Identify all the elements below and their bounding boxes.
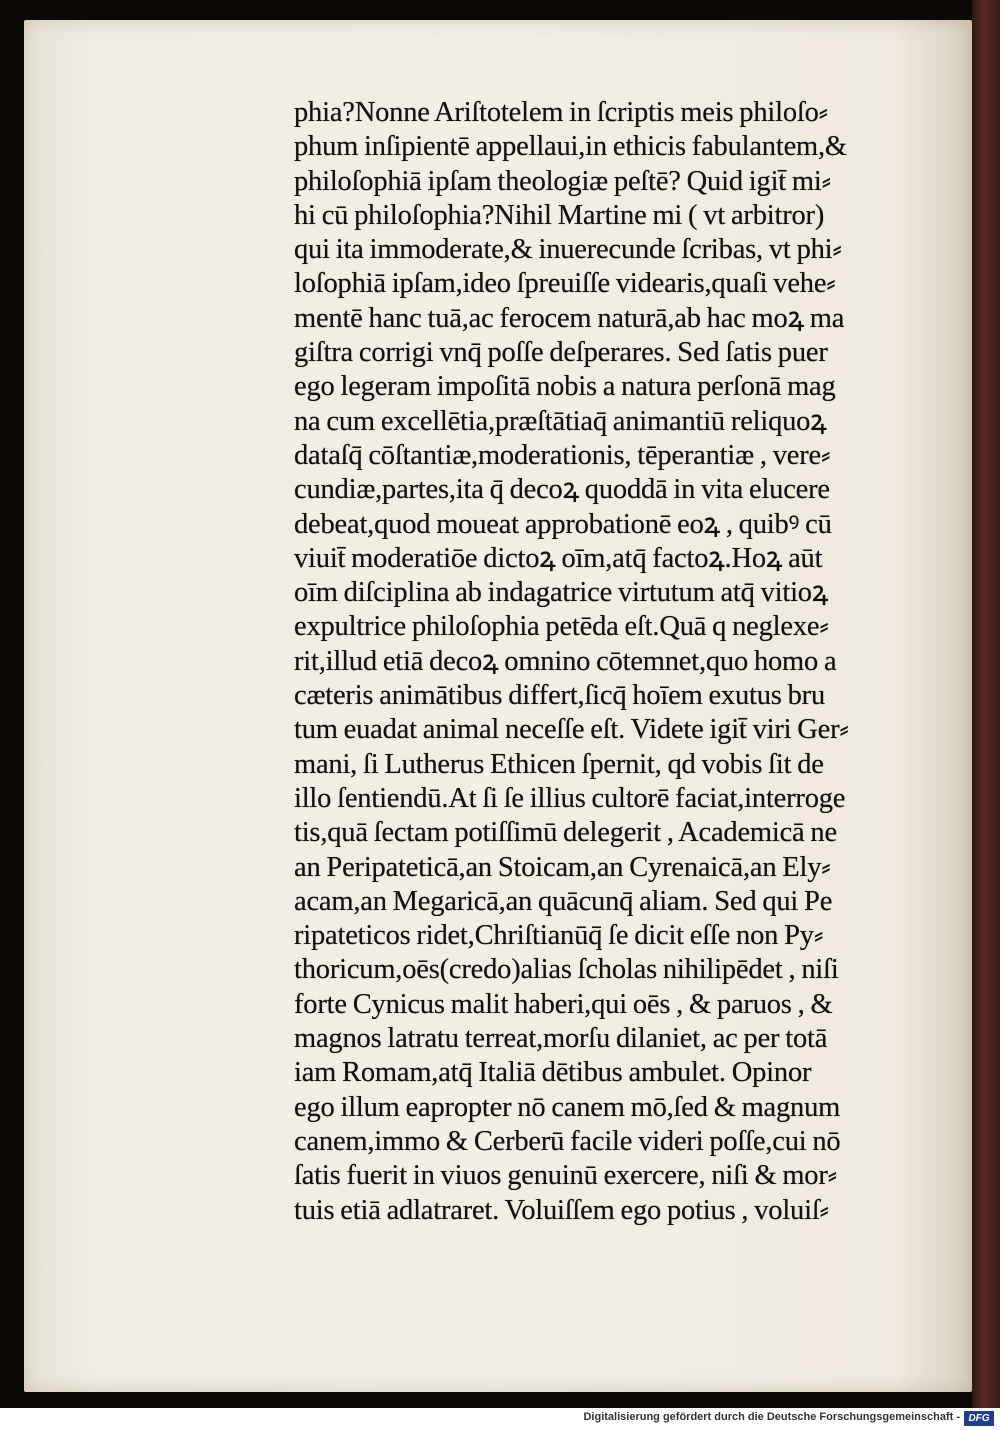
text-line: ſatis fuerit in viuos genuinū exercere, niſi & mor⸗	[294, 1160, 837, 1192]
text-line: forte Cynicus malit haberi,qui oēs , & paruos , &	[294, 988, 833, 1020]
text-line: hi cū philoſophia?Nihil Martine mi ( vt arbitror)	[294, 199, 825, 231]
text-line: debeat,quod moueat approbationē eoꝝ , quibꝰ cū	[294, 508, 832, 540]
text-line: na cum excellētia,præſtātiaq̄ animantiū reliquoꝝ	[294, 405, 827, 437]
text-line: oīm diſciplina ab indagatrice virtutum atq̄ vitioꝝ	[294, 577, 829, 609]
text-line: ego legeram impoſitā nobis a natura perſonā mag	[294, 371, 836, 403]
book-spine-edge	[972, 0, 1000, 1408]
page-text-block	[294, 96, 984, 1228]
text-line: tum euadat animal neceſſe eſt. Videte igit̄ viri Ger⸗	[294, 714, 849, 746]
text-line: mentē hanc tuā,ac ferocem naturā,ab hac moꝝ ma	[294, 302, 845, 334]
text-line: cæteris animātibus differt,ſicq̄ hoīem exutus bru	[294, 680, 826, 712]
text-line: philoſophiā ipſam theologiæ peſtē? Quid igit̄ mi⸗	[294, 165, 831, 197]
text-line: phum inſipientē appellaui,in ethicis fabulantem,&	[294, 131, 847, 163]
text-line: canem,immo & Cerberū facile videri poſſe,cui nō	[294, 1125, 841, 1157]
text-line: thoricum,oēs(credo)alias ſcholas nihilipēdet , niſi	[294, 954, 839, 986]
text-line: giſtra corrigi vnq̄ poſſe deſperares. Sed ſatis puer	[294, 337, 828, 369]
dfg-logo: DFG	[964, 1411, 994, 1426]
text-line: qui ita immoderate,& inuerecunde ſcribas, vt phi⸗	[294, 234, 842, 266]
text-line: viuit̄ moderatiōe dictoꝝ oīm,atq̄ factoꝝ.Hoꝝ aūt	[294, 542, 823, 574]
text-line: acam,an Megaricā,an quācunq̄ aliam. Sed qui Pe	[294, 885, 833, 917]
text-line: ego illum eapropter nō canem mō,ſed & magnum	[294, 1091, 841, 1123]
digitization-credit: Digitalisierung gefördert durch die Deutsche Forschungsgemeinschaft -	[583, 1411, 960, 1423]
text-line: tuis etiā adlatraret. Voluiſſem ego potius , voluiſ⸗	[294, 1194, 829, 1226]
text-line: mani, ſi Lutherus Ethicen ſpernit, qd vobis ſit de	[294, 748, 824, 780]
text-line: rit,illud etiā decoꝝ omnino cōtemnet,quo homo a	[294, 645, 837, 677]
text-line: an Peripateticā,an Stoicam,an Cyrenaicā,an Ely⸗	[294, 851, 831, 883]
footer-bar	[0, 1408, 1000, 1430]
text-line: phia?Nonne Ariſtotelem in ſcriptis meis philoſo⸗	[294, 97, 828, 128]
text-line: magnos latratu terreat,morſu dilaniet, ac per totā	[294, 1023, 828, 1055]
text-line: tis,quā ſectam potiſſimū delegerit , Academicā ne	[294, 817, 837, 849]
text-line: dataſq̄ cōſtantiæ,moderationis, tēperantiæ , vere⸗	[294, 439, 831, 471]
text-line: ripateticos ridet,Chriſtianūq̄ ſe dicit eſſe non Py⸗	[294, 920, 824, 952]
text-line: loſophiā ipſam,ideo ſpreuiſſe videaris,quaſi vehe⸗	[294, 268, 836, 300]
text-line: expultrice philoſophia petēda eſt.Quā q neglexe⸗	[294, 611, 829, 643]
text-line: illo ſentiendū.At ſi ſe illius cultorē faciat,interroge	[294, 782, 846, 814]
book-page	[24, 20, 972, 1392]
text-line: iam Romam,atq̄ Italiā dētibus ambulet. Opinor	[294, 1057, 812, 1089]
text-line: cundiæ,partes,ita q̄ decoꝝ quoddā in vita elucere	[294, 474, 830, 506]
